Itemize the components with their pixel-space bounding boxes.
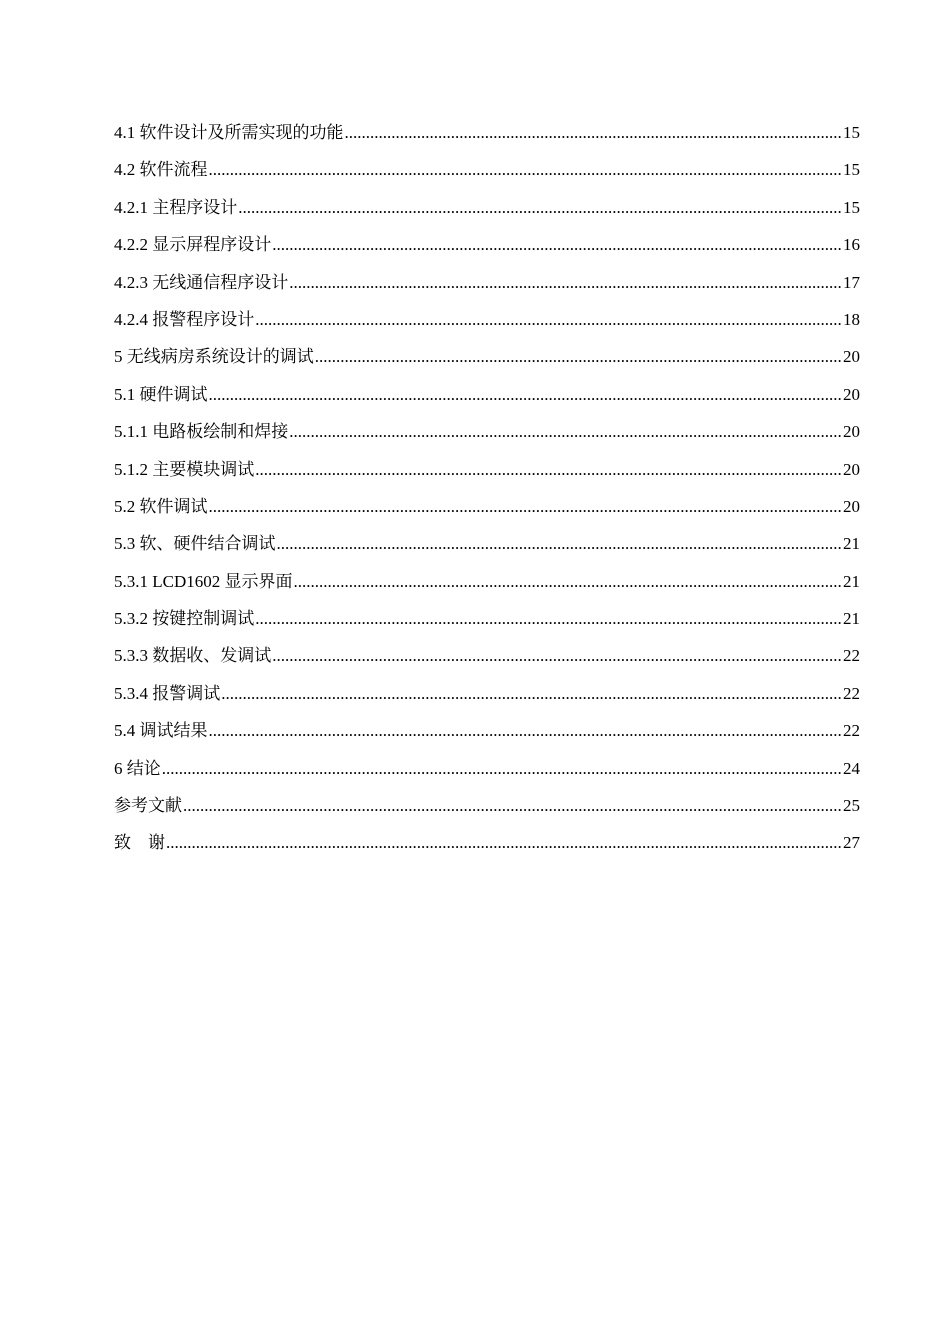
toc-leader-dots xyxy=(272,226,842,263)
toc-entry-page: 20 xyxy=(843,496,860,516)
toc-entry xyxy=(114,451,860,488)
toc-leader-dots xyxy=(209,712,843,749)
toc-entry-page: 15 xyxy=(843,123,860,142)
toc-leader-dots xyxy=(166,824,842,861)
toc-leader-dots xyxy=(277,525,843,562)
toc-entry xyxy=(114,189,860,226)
toc-entry xyxy=(114,637,860,674)
toc-entry xyxy=(114,712,860,749)
toc-leader-dots xyxy=(162,750,842,787)
toc-entry xyxy=(114,824,860,861)
toc-entry-title: 4.2 软件流程 xyxy=(114,160,208,180)
toc-entry-title: 5.1 硬件调试 xyxy=(114,384,208,404)
toc-entry xyxy=(114,376,860,413)
toc-entry-title: 参考文献 xyxy=(114,796,182,816)
toc-entry-title: 4.1 软件设计及所需实现的功能 xyxy=(114,123,344,142)
toc-entry-title: 5.1.2 主要模块调试 xyxy=(114,459,255,479)
toc-entry-title: 5.3 软、硬件结合调试 xyxy=(114,534,276,554)
toc-leader-dots xyxy=(209,151,843,188)
toc-entry-page: 15 xyxy=(843,160,860,180)
toc-leader-dots xyxy=(345,114,843,151)
toc-entry xyxy=(114,151,860,188)
toc-entry-page: 17 xyxy=(843,272,860,292)
toc-entry xyxy=(114,413,860,450)
toc-entry xyxy=(114,301,860,338)
toc-entry-page: 22 xyxy=(843,683,860,703)
toc-entry xyxy=(114,488,860,525)
toc-entry-page: 20 xyxy=(843,459,860,479)
toc-leader-dots xyxy=(238,189,842,226)
toc-entry-page: 18 xyxy=(843,309,860,329)
toc-entry-title: 6 结论 xyxy=(114,758,161,778)
toc-entry-title: 5.3.4 报警调试 xyxy=(114,683,221,703)
toc-entry-page: 24 xyxy=(843,758,860,778)
toc-entry-title: 4.2.1 主程序设计 xyxy=(114,197,238,217)
toc-entry xyxy=(114,525,860,562)
toc-leader-dots xyxy=(183,787,842,824)
toc-leader-dots xyxy=(255,451,842,488)
toc-entry-page: 20 xyxy=(843,384,860,404)
toc-leader-dots xyxy=(294,563,843,600)
toc-entry xyxy=(114,563,860,600)
toc-leader-dots xyxy=(315,338,842,375)
toc-entry-title: 5.4 调试结果 xyxy=(114,721,208,741)
toc-entry-page: 22 xyxy=(843,721,860,741)
toc-entry-page: 20 xyxy=(843,347,860,367)
toc-entry-page: 21 xyxy=(843,609,860,629)
toc-entry-title: 4.2.3 无线通信程序设计 xyxy=(114,272,289,292)
toc-entry-page: 27 xyxy=(843,833,860,853)
toc-entry-page: 16 xyxy=(843,235,860,255)
toc-entry xyxy=(114,750,860,787)
toc-entry-title: 5.3.3 数据收、发调试 xyxy=(114,646,272,666)
toc-leader-dots xyxy=(255,600,842,637)
toc-entry xyxy=(114,600,860,637)
toc-entry xyxy=(114,675,860,712)
toc-entry-page: 22 xyxy=(843,646,860,666)
toc-entry-page: 20 xyxy=(843,422,860,442)
toc-leader-dots xyxy=(209,488,843,525)
toc-entry xyxy=(114,264,860,301)
toc-entry-title: 5.2 软件调试 xyxy=(114,496,208,516)
toc-entry-title: 5.3.1 LCD1602 显示界面 xyxy=(114,571,293,591)
toc-entry xyxy=(114,114,860,151)
toc-entry-title: 4.2.2 显示屏程序设计 xyxy=(114,235,272,255)
toc-entry-page: 15 xyxy=(843,197,860,217)
toc-leader-dots xyxy=(272,637,842,674)
toc-entry xyxy=(114,226,860,263)
toc-leader-dots xyxy=(209,376,843,413)
table-of-contents xyxy=(114,114,860,862)
toc-leader-dots xyxy=(289,264,842,301)
toc-entry-page: 21 xyxy=(843,534,860,554)
toc-entry-page: 21 xyxy=(843,571,860,591)
toc-entry xyxy=(114,338,860,375)
toc-leader-dots xyxy=(289,413,842,450)
toc-leader-dots xyxy=(255,301,842,338)
toc-entry xyxy=(114,787,860,824)
toc-entry-page: 25 xyxy=(843,796,860,816)
toc-entry-title: 致 谢 xyxy=(114,833,165,853)
toc-leader-dots xyxy=(221,675,842,712)
toc-entry-title: 5 无线病房系统设计的调试 xyxy=(114,347,314,367)
toc-entry-title: 4.2.4 报警程序设计 xyxy=(114,309,255,329)
toc-entry-title: 5.1.1 电路板绘制和焊接 xyxy=(114,422,289,442)
toc-entry-title: 5.3.2 按键控制调试 xyxy=(114,609,255,629)
